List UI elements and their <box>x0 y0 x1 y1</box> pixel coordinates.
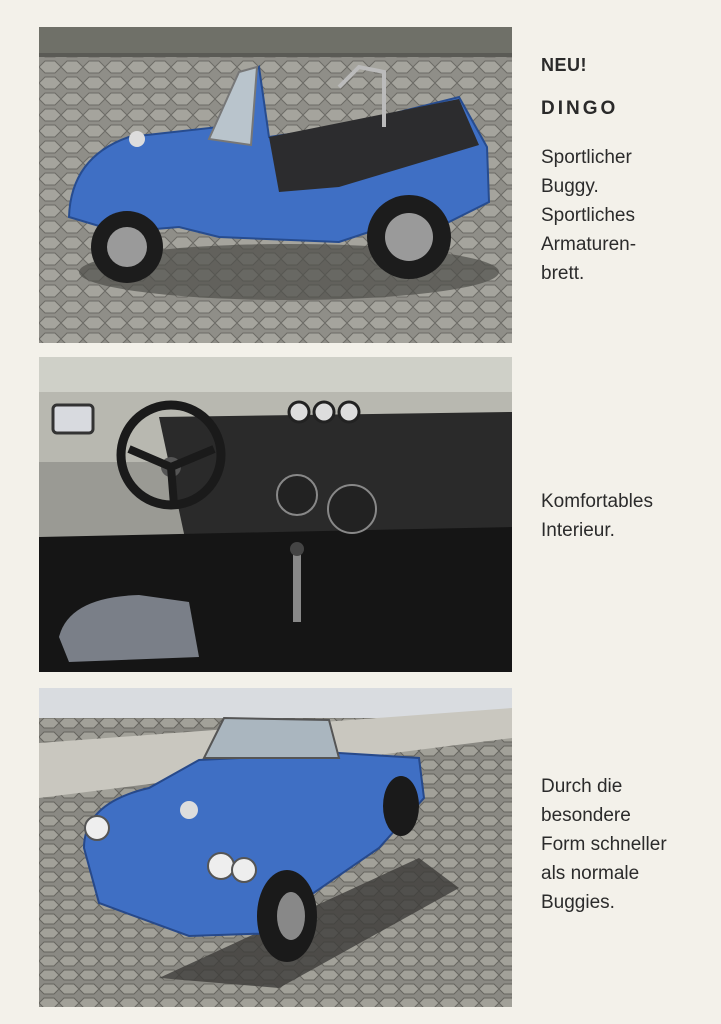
caption-sporty-buggy: Sportlicher Buggy. Sportliches Armaturen- brett. <box>541 147 637 284</box>
caption-faster-shape: Durch die besondere Form schneller als normale Buggies. <box>541 776 667 913</box>
caption-interior: Komfortables Interieur. <box>541 491 653 541</box>
interior-dashboard-photo <box>39 357 512 672</box>
model-name: DINGO <box>541 98 619 119</box>
buggy-side-photo <box>39 27 512 343</box>
new-label: NEU! <box>541 55 587 75</box>
buggy-front-photo <box>39 688 512 1007</box>
